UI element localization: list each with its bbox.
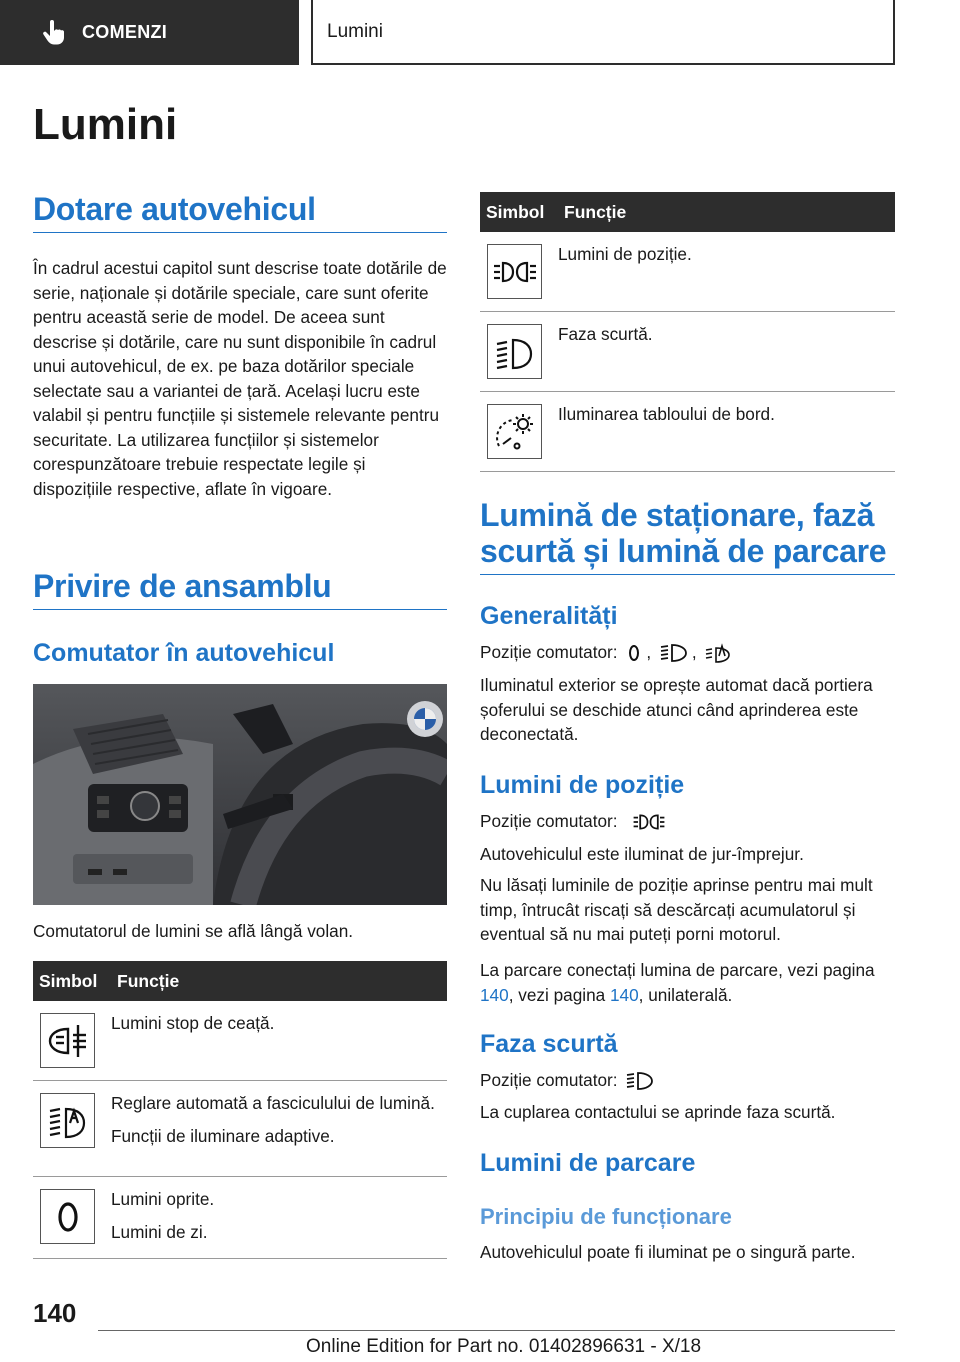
col-symbol: Simbol — [33, 961, 111, 1001]
table-row — [33, 1001, 447, 1081]
row-text: Lumini oprite. Lumini de zi. — [111, 1177, 447, 1259]
paragraph-pozitie-1: Autovehiculul este iluminat de jur-împrejur. — [480, 844, 804, 864]
parking-lights-icon — [487, 244, 542, 299]
topic-tab[interactable] — [311, 0, 895, 65]
col-function: Funcție — [558, 192, 895, 232]
row-text: Lumini de poziție. — [558, 232, 895, 312]
col-function: Funcție — [111, 961, 447, 1001]
heading-faza: Faza scurtă — [480, 1030, 618, 1058]
heading-principiu: Principiu de funcționare — [480, 1204, 732, 1229]
heading-parcare: Lumini de parcare — [480, 1149, 696, 1177]
heading-lumina: Lumină de staționare, fază scurtă și lumină de parcare — [480, 498, 895, 575]
row-text: Lumini stop de ceață. — [111, 1001, 447, 1081]
dashboard-photo — [33, 684, 447, 905]
table-row — [480, 312, 895, 392]
low-beam-icon — [625, 1070, 655, 1092]
heading-pozitie: Lumini de poziție — [480, 771, 685, 799]
page-title: Lumini — [33, 100, 178, 149]
row-text: Faza scurtă. — [558, 312, 895, 392]
page-link[interactable]: 140 — [609, 984, 639, 1005]
row-text: Reglare automată a fasciculului de lumină. Funcții de iluminare adaptive. — [111, 1081, 447, 1177]
footer-divider — [98, 1330, 895, 1331]
low-beam-icon — [487, 324, 542, 379]
table-row — [480, 232, 895, 312]
photo-caption: Comutatorul de lumini se află lângă volan. — [33, 921, 354, 941]
fog-light-icon — [40, 1013, 95, 1068]
row-text: Iluminarea tabloului de bord. — [558, 392, 895, 472]
page-link[interactable]: 140 — [480, 984, 509, 1005]
paragraph-pozitie-2: Nu lăsați luminile de poziție aprinse pentru mai mult timp, întrucât riscați să descărcați acumulatorul și eventual să nu mai puteți porni motorul. — [480, 875, 873, 944]
chapter-label: COMENZI — [82, 22, 168, 42]
chapter-tab[interactable] — [0, 0, 299, 65]
heading-generalitati: Generalități — [480, 602, 618, 630]
paragraph-dotare: În cadrul acestui capitol sunt descrise toate dotările de serie, naționale și dotările speciale, care sunt oferite pentru această serie de model. De aceea sunt descrise și dotările, care nu sunt disponibile în cadrul unui autovehicul, de ex. pe baza dotărilor speciale selectate sau a variantei de țară. Același lucru este valabil și pentru funcțiile și sistemele relevante pentru securitate. La utilizarea funcțiilor și sistemelor corespunzătoare trebuie respectate legile și dispozițiile respective, aflate în vigoare. — [33, 258, 447, 499]
symbol-table-right — [480, 192, 895, 472]
lights-off-icon — [625, 642, 643, 664]
parking-lights-icon — [625, 811, 673, 833]
heading-comutator: Comutator în autovehicul — [33, 639, 335, 667]
table-row — [33, 1177, 447, 1259]
position-line-generalitati: Poziție comutator: , , — [480, 640, 895, 665]
low-beam-icon — [659, 642, 689, 664]
heading-privire: Privire de ansamblu — [33, 569, 447, 610]
paragraph-generalitati: Iluminatul exterior se oprește automat dacă portiera șoferului se deschide atunci când aprinderea este deconectată. — [480, 675, 873, 744]
hand-pointer-icon — [40, 19, 68, 47]
instrument-illumination-icon — [487, 404, 542, 459]
position-line-faza: Poziție comutator: — [480, 1068, 895, 1093]
auto-headlight-icon — [704, 642, 732, 664]
edition-info: Online Edition for Part no. 01402896631 - X/18 — [306, 1336, 702, 1357]
page-number: 140 — [33, 1298, 77, 1328]
topic-label: Lumini — [327, 20, 383, 42]
paragraph-principiu: Autovehiculul poate fi iluminat pe o singură parte. — [480, 1242, 856, 1262]
paragraph-pozitie-3: La parcare conectați lumina de parcare, vezi pagina 140, vezi pagina 140, unilaterală. — [480, 960, 875, 1005]
symbol-table-left — [33, 961, 447, 1259]
position-line-pozitie: Poziție comutator: — [480, 809, 895, 834]
paragraph-faza: La cuplarea contactului se aprinde faza scurtă. — [480, 1102, 836, 1122]
lights-off-icon — [40, 1189, 95, 1244]
auto-headlight-icon — [40, 1093, 95, 1148]
col-symbol: Simbol — [480, 192, 558, 232]
heading-dotare: Dotare autovehicul — [33, 192, 447, 233]
table-row — [480, 392, 895, 472]
table-row — [33, 1081, 447, 1177]
